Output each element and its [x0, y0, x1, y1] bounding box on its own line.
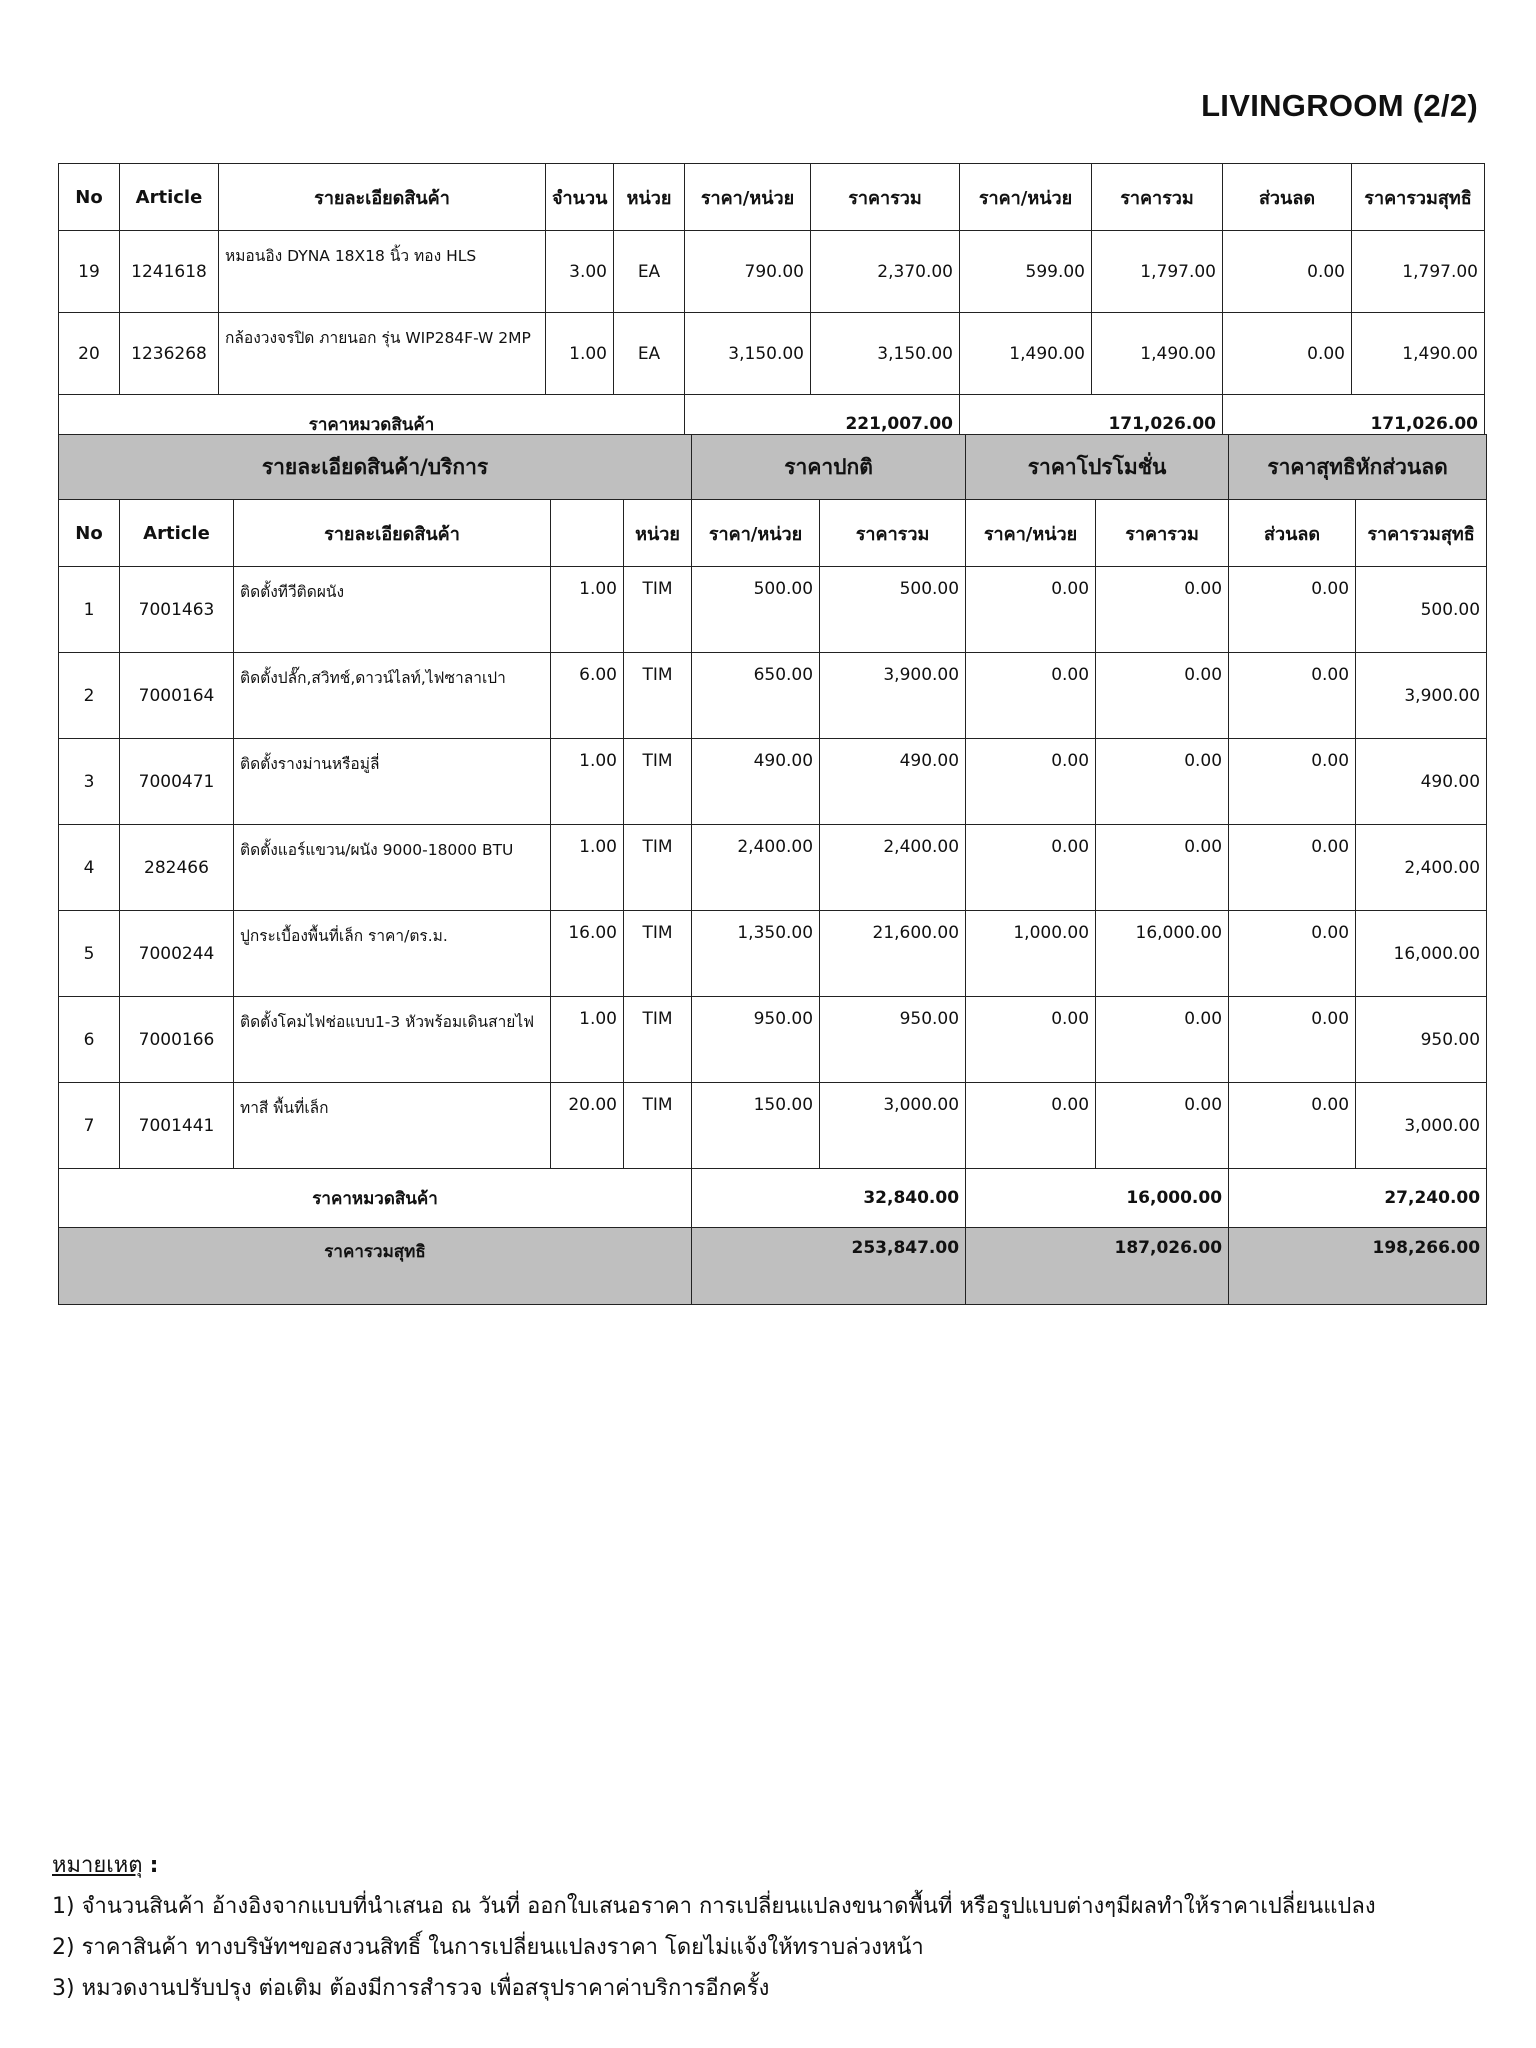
subtotal-regular: 32,840.00 — [692, 1169, 966, 1228]
row-promo-total: 1,797.00 — [1092, 231, 1223, 313]
row-no: 20 — [59, 313, 120, 395]
col-no: No — [59, 500, 120, 567]
table-row — [59, 911, 1487, 997]
row-unit: TIM — [624, 911, 692, 997]
row-article: 7000164 — [120, 653, 234, 739]
row-promo-total: 0.00 — [1096, 825, 1229, 911]
col-no: No — [59, 164, 120, 231]
row-discount: 0.00 — [1229, 653, 1356, 739]
row-unit: TIM — [624, 825, 692, 911]
row-total: 500.00 — [820, 567, 966, 653]
row-total: 950.00 — [820, 997, 966, 1083]
row-desc: ติดตั้งโคมไฟช่อแบบ1-3 หัวพร้อมเดินสายไฟ — [234, 997, 551, 1083]
col-price: ราคา/หน่วย — [685, 164, 811, 231]
col-promo-total: ราคารวม — [1096, 500, 1229, 567]
group-net: ราคาสุทธิหักส่วนลด — [1229, 435, 1487, 500]
row-desc: ติดตั้งแอร์แขวน/ผนัง 9000-18000 BTU — [234, 825, 551, 911]
row-discount: 0.00 — [1229, 739, 1356, 825]
group-promo: ราคาโปรโมชั่น — [966, 435, 1229, 500]
grand-total-row — [59, 1228, 1487, 1305]
subtotal-net: 171,026.00 — [1223, 395, 1485, 454]
row-qty: 1.00 — [551, 997, 624, 1083]
product-header-row — [59, 164, 1485, 231]
notes-colon: : — [149, 1853, 159, 1878]
col-promo-total: ราคารวม — [1092, 164, 1223, 231]
row-desc: ติดตั้งปลั๊ก,สวิทช์,ดาวน์ไลท์,ไฟซาลาเปา — [234, 653, 551, 739]
row-total: 3,900.00 — [820, 653, 966, 739]
row-discount: 0.00 — [1229, 567, 1356, 653]
col-total: ราคารวม — [811, 164, 960, 231]
row-article: 1236268 — [120, 313, 219, 395]
row-total: 2,400.00 — [820, 825, 966, 911]
row-unit: EA — [614, 231, 685, 313]
col-desc: รายละเอียดสินค้า — [234, 500, 551, 567]
row-promo-total: 1,490.00 — [1092, 313, 1223, 395]
note-line: 3) หมวดงานปรับปรุง ต่อเติม ต้องมีการสำรวจ เพื่อสรุปราคาค่าบริการอีกครั้ง — [52, 1976, 770, 2001]
row-total: 3,000.00 — [820, 1083, 966, 1169]
row-promo-price: 0.00 — [966, 1083, 1096, 1169]
row-price: 1,350.00 — [692, 911, 820, 997]
col-net: ราคารวมสุทธิ — [1352, 164, 1485, 231]
service-group-header — [59, 435, 1487, 500]
table-row — [59, 1083, 1487, 1169]
row-no: 5 — [59, 911, 120, 997]
col-unit: หน่วย — [624, 500, 692, 567]
row-no: 6 — [59, 997, 120, 1083]
row-price: 490.00 — [692, 739, 820, 825]
row-net: 1,797.00 — [1352, 231, 1485, 313]
row-discount: 0.00 — [1223, 313, 1352, 395]
table-row — [59, 653, 1487, 739]
row-unit: TIM — [624, 1083, 692, 1169]
col-price: ราคา/หน่วย — [692, 500, 820, 567]
row-total: 21,600.00 — [820, 911, 966, 997]
grand-promo: 187,026.00 — [966, 1228, 1229, 1305]
row-promo-total: 0.00 — [1096, 997, 1229, 1083]
row-promo-price: 599.00 — [960, 231, 1092, 313]
col-discount: ส่วนลด — [1223, 164, 1352, 231]
row-net: 1,490.00 — [1352, 313, 1485, 395]
grand-label: ราคารวมสุทธิ — [59, 1228, 692, 1305]
row-qty: 16.00 — [551, 911, 624, 997]
service-subtotal-row — [59, 1169, 1487, 1228]
col-unit: หน่วย — [614, 164, 685, 231]
subtotal-net: 27,240.00 — [1229, 1169, 1487, 1228]
row-desc: ทาสี พื้นที่เล็ก — [234, 1083, 551, 1169]
row-unit: EA — [614, 313, 685, 395]
row-qty: 20.00 — [551, 1083, 624, 1169]
table-row — [59, 997, 1487, 1083]
row-discount: 0.00 — [1229, 997, 1356, 1083]
col-discount: ส่วนลด — [1229, 500, 1356, 567]
row-total: 3,150.00 — [811, 313, 960, 395]
row-article: 1241618 — [120, 231, 219, 313]
group-desc: รายละเอียดสินค้า/บริการ — [59, 435, 692, 500]
row-net: 3,900.00 — [1356, 653, 1487, 739]
row-promo-total: 0.00 — [1096, 567, 1229, 653]
row-net: 2,400.00 — [1356, 825, 1487, 911]
group-regular: ราคาปกติ — [692, 435, 966, 500]
page-title: LIVINGROOM (2/2) — [1201, 88, 1478, 123]
col-total: ราคารวม — [820, 500, 966, 567]
subtotal-label: ราคาหมวดสินค้า — [59, 1169, 692, 1228]
row-desc: ปูกระเบื้องพื้นที่เล็ก ราคา/ตร.ม. — [234, 911, 551, 997]
col-promo-price: ราคา/หน่วย — [960, 164, 1092, 231]
row-price: 650.00 — [692, 653, 820, 739]
row-discount: 0.00 — [1229, 825, 1356, 911]
row-total: 2,370.00 — [811, 231, 960, 313]
table-row — [59, 739, 1487, 825]
row-promo-price: 0.00 — [966, 997, 1096, 1083]
notes-heading: หมายเหตุ — [52, 1853, 143, 1878]
grand-net: 198,266.00 — [1229, 1228, 1487, 1305]
subtotal-regular: 221,007.00 — [685, 395, 960, 454]
row-net: 950.00 — [1356, 997, 1487, 1083]
grand-regular: 253,847.00 — [692, 1228, 966, 1305]
row-price: 150.00 — [692, 1083, 820, 1169]
subtotal-label: ราคาหมวดสินค้า — [59, 395, 685, 454]
row-article: 7000166 — [120, 997, 234, 1083]
row-discount: 0.00 — [1229, 911, 1356, 997]
row-qty: 1.00 — [551, 567, 624, 653]
row-qty: 6.00 — [551, 653, 624, 739]
row-promo-total: 0.00 — [1096, 739, 1229, 825]
row-price: 2,400.00 — [692, 825, 820, 911]
row-no: 19 — [59, 231, 120, 313]
row-promo-total: 0.00 — [1096, 653, 1229, 739]
service-header-row — [59, 500, 1487, 567]
row-promo-total: 16,000.00 — [1096, 911, 1229, 997]
row-article: 282466 — [120, 825, 234, 911]
row-promo-price: 1,490.00 — [960, 313, 1092, 395]
row-article: 7000471 — [120, 739, 234, 825]
row-qty: 1.00 — [546, 313, 614, 395]
row-discount: 0.00 — [1229, 1083, 1356, 1169]
row-promo-price: 1,000.00 — [966, 911, 1096, 997]
row-unit: TIM — [624, 997, 692, 1083]
table-row — [59, 825, 1487, 911]
row-desc: กล้องวงจรปิด ภายนอก รุ่น WIP284F-W 2MP — [219, 313, 546, 395]
row-no: 2 — [59, 653, 120, 739]
col-desc: รายละเอียดสินค้า — [219, 164, 546, 231]
col-net: ราคารวมสุทธิ — [1356, 500, 1487, 567]
product-table — [58, 163, 1485, 454]
row-unit: TIM — [624, 739, 692, 825]
col-qty: จำนวน — [546, 164, 614, 231]
row-no: 1 — [59, 567, 120, 653]
note-line: 1) จำนวนสินค้า อ้างอิงจากแบบที่นำเสนอ ณ วันที่ ออกใบเสนอราคา การเปลี่ยนแปลงขนาดพื้นที่ หรือรูปแบบต่างๆมีผลทำให้ราคาเปลี่ยนแปลง — [52, 1894, 1376, 1919]
table-row — [59, 313, 1485, 395]
row-article: 7001463 — [120, 567, 234, 653]
row-desc: หมอนอิง DYNA 18X18 นิ้ว ทอง HLS — [219, 231, 546, 313]
row-promo-price: 0.00 — [966, 567, 1096, 653]
row-promo-price: 0.00 — [966, 739, 1096, 825]
col-qty — [551, 500, 624, 567]
row-total: 490.00 — [820, 739, 966, 825]
note-line: 2) ราคาสินค้า ทางบริษัทฯขอสงวนสิทธิ์ ในการเปลี่ยนแปลงราคา โดยไม่แจ้งให้ทราบล่วงหน้า — [52, 1935, 924, 1960]
subtotal-promo: 16,000.00 — [966, 1169, 1229, 1228]
col-promo-price: ราคา/หน่วย — [966, 500, 1096, 567]
row-no: 4 — [59, 825, 120, 911]
row-net: 500.00 — [1356, 567, 1487, 653]
row-qty: 1.00 — [551, 825, 624, 911]
row-price: 3,150.00 — [685, 313, 811, 395]
col-article: Article — [120, 500, 234, 567]
row-article: 7000244 — [120, 911, 234, 997]
table-row — [59, 231, 1485, 313]
row-desc: ติดตั้งทีวีติดผนัง — [234, 567, 551, 653]
row-net: 16,000.00 — [1356, 911, 1487, 997]
row-price: 950.00 — [692, 997, 820, 1083]
row-desc: ติดตั้งรางม่านหรือมู่ลี่ — [234, 739, 551, 825]
service-table — [58, 434, 1487, 1305]
row-price: 500.00 — [692, 567, 820, 653]
row-net: 3,000.00 — [1356, 1083, 1487, 1169]
row-no: 3 — [59, 739, 120, 825]
row-discount: 0.00 — [1223, 231, 1352, 313]
row-promo-price: 0.00 — [966, 825, 1096, 911]
row-unit: TIM — [624, 567, 692, 653]
row-article: 7001441 — [120, 1083, 234, 1169]
row-promo-price: 0.00 — [966, 653, 1096, 739]
row-no: 7 — [59, 1083, 120, 1169]
row-qty: 3.00 — [546, 231, 614, 313]
row-qty: 1.00 — [551, 739, 624, 825]
col-article: Article — [120, 164, 219, 231]
row-unit: TIM — [624, 653, 692, 739]
table-row — [59, 567, 1487, 653]
subtotal-promo: 171,026.00 — [960, 395, 1223, 454]
row-price: 790.00 — [685, 231, 811, 313]
row-net: 490.00 — [1356, 739, 1487, 825]
row-promo-total: 0.00 — [1096, 1083, 1229, 1169]
notes — [52, 1845, 1376, 2009]
